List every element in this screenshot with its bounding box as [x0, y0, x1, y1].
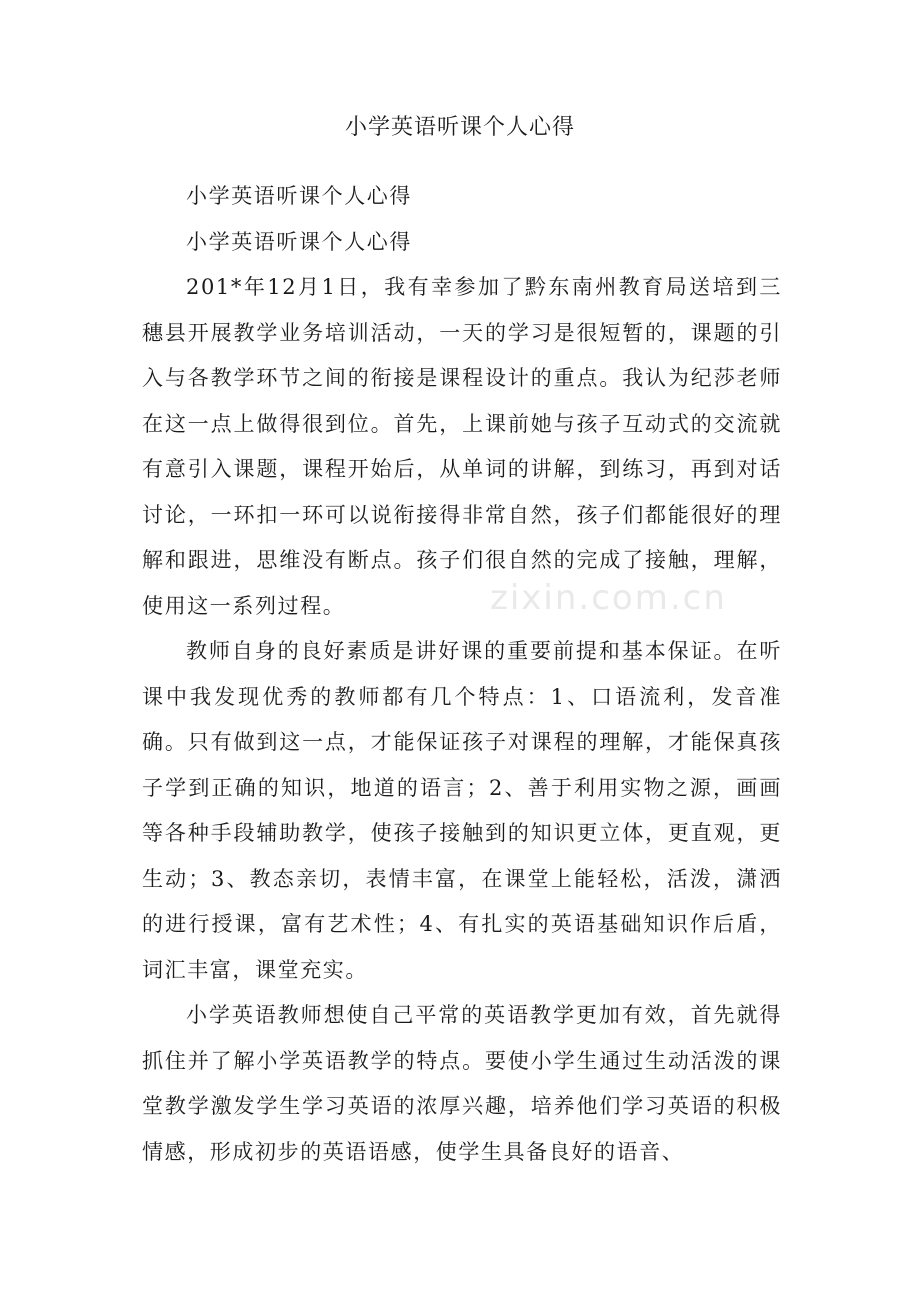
paragraph-1: 201*年12月1日，我有幸参加了黔东南州教育局送培到三穗县开展教学业务培训活动，一天的学习是很短暂的，课题的引入与各教学环节之间的衔接是课程设计的重点。我认为纪莎老师在这一点上做得很到位。首先，上课前她与孩子互动式的交流就有意引入课题，课程开始后，从单词的讲解，到练习，再到对话讨论，一环扣一环可以说衔接得非常自然，孩子们都能很好的理解和跟进，思维没有断点。孩子们很自然的完成了接触，理解，使用这一系列过程。: [142, 275, 782, 618]
paragraph-3: 小学英语教师想使自己平常的英语教学更加有效，首先就得抓住并了解小学英语教学的特点。要使小学生通过生动活泼的课堂教学激发学生学习英语的浓厚兴趣，培养他们学习英语的积极情感，形成初步的英语语感，使学生具备良好的语音、: [142, 1003, 782, 1164]
paragraph-2: 教师自身的良好素质是讲好课的重要前提和基本保证。在听课中我发现优秀的教师都有几个特点：1、口语流利，发音准确。只有做到这一点，才能保证孩子对课程的理解，才能保真孩子学到正确的知识，地道的语言；2、善于利用实物之源，画画等各种手段辅助教学，使孩子接触到的知识更立体，更直观，更生动；3、教态亲切，表情丰富，在课堂上能轻松，活泼，潇洒的进行授课，富有艺术性；4、有扎实的英语基础知识作后盾，词汇丰富，课堂充实。: [142, 639, 782, 982]
paragraph-subtitle-1: 小学英语听课个人心得: [186, 184, 412, 208]
document-body: [142, 174, 782, 1175]
watermark: zixin.com.cn: [490, 578, 727, 618]
paragraph-subtitle-2: 小学英语听课个人心得: [186, 229, 412, 254]
document-title: 小学英语听课个人心得: [344, 115, 575, 140]
